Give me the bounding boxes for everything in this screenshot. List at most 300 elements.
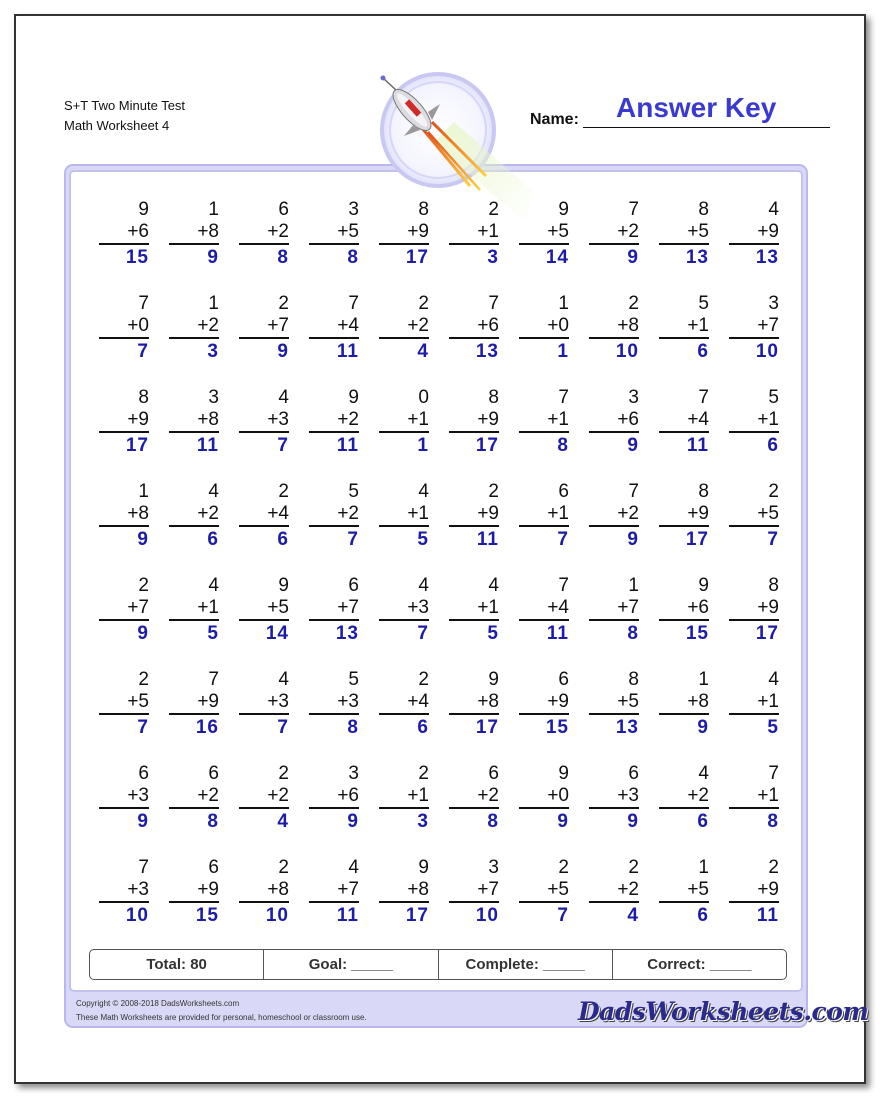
problem xyxy=(589,292,639,365)
addend-top: 2 xyxy=(418,763,429,784)
name-label: Name: xyxy=(530,111,579,128)
problem xyxy=(239,480,289,553)
answer: 5 xyxy=(207,623,219,644)
addend-bottom: +2 xyxy=(169,785,219,809)
problem xyxy=(449,292,499,365)
addend-bottom: +6 xyxy=(99,221,149,245)
problem xyxy=(659,198,709,271)
addend-top: 5 xyxy=(698,293,709,314)
answer: 11 xyxy=(546,623,569,644)
problem xyxy=(729,198,779,271)
answer: 4 xyxy=(417,341,429,362)
addend-bottom: +4 xyxy=(239,503,289,527)
addend-bottom: +9 xyxy=(519,691,569,715)
answer: 7 xyxy=(347,529,359,550)
answer: 17 xyxy=(125,435,149,456)
addend-top: 6 xyxy=(628,763,639,784)
answer: 6 xyxy=(697,811,709,832)
problem xyxy=(519,574,569,647)
answer: 1 xyxy=(417,435,429,456)
answer: 17 xyxy=(475,717,499,738)
answer: 3 xyxy=(417,811,429,832)
problem xyxy=(379,198,429,271)
answer: 9 xyxy=(137,811,149,832)
answer: 8 xyxy=(277,247,289,268)
addend-top: 1 xyxy=(698,857,709,878)
problem xyxy=(589,480,639,553)
addend-bottom: +1 xyxy=(379,785,429,809)
problem xyxy=(729,386,779,459)
addend-bottom: +8 xyxy=(169,221,219,245)
addend-bottom: +1 xyxy=(379,503,429,527)
addend-bottom: +7 xyxy=(239,315,289,339)
addend-top: 4 xyxy=(768,199,779,220)
addend-top: 4 xyxy=(698,763,709,784)
addend-bottom: +2 xyxy=(589,879,639,903)
usage-notice: These Math Worksheets are provided for personal, homeschool or classroom use. xyxy=(76,1013,367,1022)
problem xyxy=(169,480,219,553)
addend-bottom: +3 xyxy=(309,691,359,715)
answer: 13 xyxy=(475,341,499,362)
addend-bottom: +6 xyxy=(309,785,359,809)
problem xyxy=(239,668,289,741)
addend-top: 4 xyxy=(208,575,219,596)
addend-bottom: +9 xyxy=(169,879,219,903)
addend-bottom: +7 xyxy=(729,315,779,339)
addend-bottom: +3 xyxy=(99,785,149,809)
copyright-text: Copyright © 2008-2018 DadsWorksheets.com xyxy=(76,999,240,1008)
addend-top: 4 xyxy=(278,669,289,690)
answer: 10 xyxy=(475,905,499,926)
addend-top: 6 xyxy=(348,575,359,596)
answer: 15 xyxy=(685,623,709,644)
addend-bottom: +1 xyxy=(659,315,709,339)
problem xyxy=(99,292,149,365)
answer: 6 xyxy=(277,529,289,550)
problem xyxy=(729,762,779,835)
addend-bottom: +1 xyxy=(519,409,569,433)
addend-bottom: +8 xyxy=(169,409,219,433)
addend-top: 2 xyxy=(138,669,149,690)
answer-key-text: Answer Key xyxy=(616,92,777,123)
addend-top: 3 xyxy=(208,387,219,408)
answer: 15 xyxy=(195,905,219,926)
answer: 4 xyxy=(627,905,639,926)
addend-top: 2 xyxy=(628,857,639,878)
problem xyxy=(659,762,709,835)
answer: 15 xyxy=(125,247,149,268)
addend-top: 7 xyxy=(558,387,569,408)
problem xyxy=(449,480,499,553)
answer: 9 xyxy=(627,811,639,832)
answer: 15 xyxy=(545,717,569,738)
answer: 5 xyxy=(767,717,779,738)
addend-top: 8 xyxy=(488,387,499,408)
addend-top: 9 xyxy=(278,575,289,596)
answer: 5 xyxy=(487,623,499,644)
addend-top: 9 xyxy=(348,387,359,408)
addend-bottom: +4 xyxy=(659,409,709,433)
addend-bottom: +3 xyxy=(589,785,639,809)
problem xyxy=(519,762,569,835)
answer: 3 xyxy=(487,247,499,268)
answer: 7 xyxy=(277,435,289,456)
addend-bottom: +0 xyxy=(519,785,569,809)
addend-top: 6 xyxy=(488,763,499,784)
addend-top: 1 xyxy=(208,293,219,314)
answer: 7 xyxy=(557,905,569,926)
answer: 11 xyxy=(336,905,359,926)
addend-top: 9 xyxy=(558,199,569,220)
problem xyxy=(449,762,499,835)
addend-top: 9 xyxy=(138,199,149,220)
problem xyxy=(729,574,779,647)
addend-top: 7 xyxy=(208,669,219,690)
addend-top: 5 xyxy=(768,387,779,408)
addend-top: 7 xyxy=(138,293,149,314)
problem xyxy=(589,574,639,647)
addend-bottom: +8 xyxy=(379,879,429,903)
addend-bottom: +9 xyxy=(659,503,709,527)
addend-top: 4 xyxy=(278,387,289,408)
addend-top: 2 xyxy=(278,481,289,502)
addend-bottom: +1 xyxy=(729,785,779,809)
answer: 11 xyxy=(756,905,779,926)
answer: 7 xyxy=(767,529,779,550)
addend-top: 2 xyxy=(488,481,499,502)
addend-bottom: +8 xyxy=(589,315,639,339)
problem xyxy=(589,668,639,741)
answer: 10 xyxy=(755,341,779,362)
problem xyxy=(169,856,219,929)
addend-top: 1 xyxy=(558,293,569,314)
answer: 13 xyxy=(685,247,709,268)
addend-top: 9 xyxy=(558,763,569,784)
answer: 6 xyxy=(697,341,709,362)
answer: 17 xyxy=(405,247,429,268)
answer: 8 xyxy=(207,811,219,832)
addend-bottom: +9 xyxy=(449,409,499,433)
problem xyxy=(379,668,429,741)
addend-top: 4 xyxy=(418,575,429,596)
addend-bottom: +6 xyxy=(589,409,639,433)
problem xyxy=(99,480,149,553)
answer: 7 xyxy=(137,717,149,738)
addend-bottom: +9 xyxy=(449,503,499,527)
addend-top: 2 xyxy=(278,763,289,784)
problem xyxy=(659,292,709,365)
problem xyxy=(309,292,359,365)
problem xyxy=(99,574,149,647)
addend-top: 4 xyxy=(768,669,779,690)
answer: 6 xyxy=(417,717,429,738)
addend-top: 7 xyxy=(138,857,149,878)
answer: 9 xyxy=(557,811,569,832)
answer: 11 xyxy=(686,435,709,456)
answer: 14 xyxy=(545,247,569,268)
addend-top: 7 xyxy=(698,387,709,408)
addend-bottom: +1 xyxy=(519,503,569,527)
addend-top: 8 xyxy=(628,669,639,690)
addend-bottom: +7 xyxy=(309,879,359,903)
problem xyxy=(519,198,569,271)
addend-bottom: +9 xyxy=(729,597,779,621)
addend-top: 8 xyxy=(138,387,149,408)
addend-top: 2 xyxy=(558,857,569,878)
addend-bottom: +2 xyxy=(309,409,359,433)
problem xyxy=(519,386,569,459)
answer: 1 xyxy=(557,341,569,362)
addend-bottom: +3 xyxy=(239,691,289,715)
addend-bottom: +4 xyxy=(519,597,569,621)
addend-bottom: +0 xyxy=(99,315,149,339)
answer: 17 xyxy=(405,905,429,926)
addend-top: 1 xyxy=(698,669,709,690)
problem xyxy=(379,292,429,365)
addend-top: 7 xyxy=(348,293,359,314)
problem xyxy=(519,292,569,365)
addend-top: 2 xyxy=(768,481,779,502)
addend-bottom: +5 xyxy=(99,691,149,715)
problem xyxy=(589,856,639,929)
addend-bottom: +6 xyxy=(659,597,709,621)
problem xyxy=(99,856,149,929)
answer: 4 xyxy=(277,811,289,832)
problem xyxy=(239,198,289,271)
answer: 8 xyxy=(347,247,359,268)
problem xyxy=(239,574,289,647)
problem xyxy=(379,762,429,835)
addend-top: 2 xyxy=(418,293,429,314)
problem xyxy=(729,856,779,929)
answer: 7 xyxy=(557,529,569,550)
problem xyxy=(169,762,219,835)
problem xyxy=(239,762,289,835)
answer: 6 xyxy=(697,905,709,926)
answer: 8 xyxy=(557,435,569,456)
problem xyxy=(309,386,359,459)
addend-bottom: +1 xyxy=(169,597,219,621)
addend-bottom: +5 xyxy=(309,221,359,245)
answer: 10 xyxy=(615,341,639,362)
addend-bottom: +1 xyxy=(449,221,499,245)
problem xyxy=(379,386,429,459)
problem xyxy=(379,856,429,929)
addend-top: 5 xyxy=(348,481,359,502)
problem xyxy=(309,198,359,271)
addend-top: 6 xyxy=(558,481,569,502)
addend-bottom: +9 xyxy=(169,691,219,715)
answer: 6 xyxy=(207,529,219,550)
correct-cell: Correct: _____ xyxy=(647,956,752,973)
addend-bottom: +4 xyxy=(309,315,359,339)
addend-bottom: +5 xyxy=(659,221,709,245)
addend-bottom: +3 xyxy=(379,597,429,621)
addend-top: 8 xyxy=(768,575,779,596)
addend-top: 6 xyxy=(208,857,219,878)
addend-bottom: +7 xyxy=(99,597,149,621)
answer: 11 xyxy=(336,341,359,362)
addend-bottom: +7 xyxy=(449,879,499,903)
problem xyxy=(659,856,709,929)
addend-top: 3 xyxy=(628,387,639,408)
problem xyxy=(729,480,779,553)
addend-bottom: +2 xyxy=(659,785,709,809)
addend-top: 3 xyxy=(348,199,359,220)
addend-top: 3 xyxy=(348,763,359,784)
addend-top: 9 xyxy=(488,669,499,690)
addend-bottom: +2 xyxy=(449,785,499,809)
problem xyxy=(99,386,149,459)
total-cell: Total: 80 xyxy=(90,950,264,979)
answer: 9 xyxy=(697,717,709,738)
addend-bottom: +2 xyxy=(239,785,289,809)
problem xyxy=(169,574,219,647)
addend-top: 4 xyxy=(208,481,219,502)
problem xyxy=(449,574,499,647)
answer: 11 xyxy=(476,529,499,550)
addend-bottom: +2 xyxy=(379,315,429,339)
answer: 10 xyxy=(125,905,149,926)
problem xyxy=(519,480,569,553)
answer: 8 xyxy=(767,811,779,832)
addend-top: 3 xyxy=(488,857,499,878)
problem xyxy=(589,198,639,271)
problem xyxy=(589,386,639,459)
addend-top: 7 xyxy=(768,763,779,784)
addend-bottom: +5 xyxy=(659,879,709,903)
complete-cell: Complete: _____ xyxy=(439,950,613,979)
addend-bottom: +2 xyxy=(309,503,359,527)
addend-top: 6 xyxy=(278,199,289,220)
problem xyxy=(449,386,499,459)
addend-top: 6 xyxy=(138,763,149,784)
addend-top: 3 xyxy=(768,293,779,314)
addend-bottom: +7 xyxy=(309,597,359,621)
addend-bottom: +8 xyxy=(659,691,709,715)
answer: 9 xyxy=(627,529,639,550)
problem xyxy=(169,668,219,741)
addend-top: 1 xyxy=(208,199,219,220)
answer: 16 xyxy=(195,717,219,738)
addend-top: 2 xyxy=(628,293,639,314)
addend-bottom: +8 xyxy=(239,879,289,903)
addend-top: 4 xyxy=(488,575,499,596)
addend-top: 4 xyxy=(418,481,429,502)
answer: 9 xyxy=(137,529,149,550)
addend-top: 7 xyxy=(558,575,569,596)
problem xyxy=(449,668,499,741)
addend-bottom: +1 xyxy=(729,409,779,433)
addend-top: 2 xyxy=(768,857,779,878)
answer: 8 xyxy=(347,717,359,738)
addend-bottom: +8 xyxy=(449,691,499,715)
addend-bottom: +9 xyxy=(729,879,779,903)
addend-bottom: +1 xyxy=(729,691,779,715)
addend-top: 8 xyxy=(698,199,709,220)
addend-top: 1 xyxy=(628,575,639,596)
answer: 9 xyxy=(627,435,639,456)
addend-bottom: +1 xyxy=(379,409,429,433)
answer: 13 xyxy=(615,717,639,738)
dadsworksheets-logo: DadsWorksheets.com xyxy=(578,997,869,1026)
addend-top: 8 xyxy=(698,481,709,502)
answer: 7 xyxy=(277,717,289,738)
addend-top: 8 xyxy=(418,199,429,220)
addend-top: 0 xyxy=(418,387,429,408)
addend-top: 4 xyxy=(348,857,359,878)
addend-top: 6 xyxy=(558,669,569,690)
problem xyxy=(99,762,149,835)
problem xyxy=(659,480,709,553)
problem xyxy=(239,386,289,459)
problem xyxy=(379,574,429,647)
addend-top: 9 xyxy=(698,575,709,596)
addend-bottom: +7 xyxy=(589,597,639,621)
addend-top: 2 xyxy=(278,857,289,878)
addend-top: 2 xyxy=(278,293,289,314)
addend-bottom: +9 xyxy=(99,409,149,433)
problem xyxy=(659,668,709,741)
addend-bottom: +3 xyxy=(99,879,149,903)
problem xyxy=(659,574,709,647)
problem xyxy=(169,386,219,459)
problem xyxy=(729,668,779,741)
answer: 17 xyxy=(755,623,779,644)
problem xyxy=(309,762,359,835)
addend-bottom: +9 xyxy=(729,221,779,245)
answer: 8 xyxy=(487,811,499,832)
name-line xyxy=(583,127,830,128)
problem xyxy=(309,480,359,553)
answer: 3 xyxy=(207,341,219,362)
addend-bottom: +2 xyxy=(169,315,219,339)
problem xyxy=(169,198,219,271)
addend-top: 1 xyxy=(138,481,149,502)
goal-cell: Goal: _____ xyxy=(264,950,438,979)
answer: 6 xyxy=(767,435,779,456)
addend-bottom: +0 xyxy=(519,315,569,339)
addend-top: 7 xyxy=(628,199,639,220)
addend-top: 7 xyxy=(488,293,499,314)
problem xyxy=(169,292,219,365)
addend-bottom: +6 xyxy=(449,315,499,339)
answer: 14 xyxy=(265,623,289,644)
problem xyxy=(309,856,359,929)
addend-bottom: +2 xyxy=(589,503,639,527)
problem xyxy=(239,292,289,365)
answer: 11 xyxy=(196,435,219,456)
addend-bottom: +5 xyxy=(519,879,569,903)
addend-bottom: +2 xyxy=(169,503,219,527)
answer: 9 xyxy=(137,623,149,644)
score-summary xyxy=(89,949,787,980)
problem xyxy=(309,668,359,741)
problem xyxy=(449,198,499,271)
addend-bottom: +4 xyxy=(379,691,429,715)
addend-top: 2 xyxy=(488,199,499,220)
answer: 9 xyxy=(207,247,219,268)
problem xyxy=(519,856,569,929)
answer: 9 xyxy=(627,247,639,268)
answer: 10 xyxy=(265,905,289,926)
answer: 13 xyxy=(335,623,359,644)
addend-bottom: +2 xyxy=(589,221,639,245)
addend-top: 2 xyxy=(138,575,149,596)
problem xyxy=(239,856,289,929)
worksheet-subtitle: Math Worksheet 4 xyxy=(64,118,170,133)
addend-top: 5 xyxy=(348,669,359,690)
